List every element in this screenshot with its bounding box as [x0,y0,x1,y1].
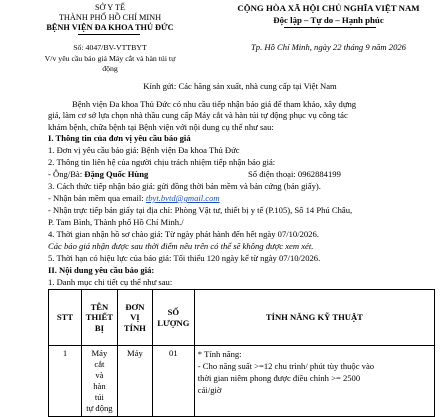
header-device-name: TÊN THIẾT BỊ [81,290,117,346]
header-stt: STT [49,290,82,346]
intro-line-3: khám bệnh, chữa bệnh tại Bệnh viện với nội dung cụ thể như sau: [48,122,274,132]
document-date: Tp. Hồ Chí Minh, ngày 22 tháng 9 năm 2026 [251,42,406,52]
ministry-name: SỞ Y TẾ [94,3,126,12]
header-unit: ĐƠN VỊ TÍNH [117,290,152,346]
row-unit: Máy [117,346,152,417]
spec-line: - Cho năng suất >=12 chu trình/ phút tùy thuộc vào [197,361,375,371]
header-left [30,3,190,33]
document-number: Số: 4047/BV-VTTBYT [73,43,147,52]
email-link[interactable]: tbyt.bvtd@gmail.com [145,193,220,203]
phone-label: Số điện thoại: [248,169,298,179]
intro-line-1: Bệnh viện Đa khoa Thủ Đức có nhu cầu tiếp nhận báo giá để tham khảo, xây dựng [72,99,357,109]
contact-prefix: - Ông/Bà: [48,169,85,179]
city-name: THÀNH PHỐ HỒ CHÍ MINH [58,13,162,22]
spec-heading: * Tính năng: [197,349,242,359]
section-1-item-4: 4. Thời gian nhận hồ sơ chào giá: Từ ngày phát hành đến hết ngày 07/10/2026. [48,229,319,239]
contact-name: Đặng Quốc Hùng [84,169,149,179]
table-row [49,346,435,417]
section-2-item-1: 1. Danh mục chi tiết cụ thể như sau: [48,277,173,287]
paper-address-line-2: P. Tam Bình, Thành phố Hồ Chí Minh./ [48,217,184,227]
intro-line-2: giá, làm cơ sở lựa chọn nhà thầu cung cấp Máy cắt và hàn túi tự động phục vụ công tác [48,110,348,120]
header-quantity: SỐ LƯỢNG [152,290,194,346]
hospital-name: BỆNH VIỆN ĐA KHOA THỦ ĐỨC [46,23,174,32]
subject-line-1: V/v yêu cầu báo giá Máy cắt và hàn túi tự [44,54,176,63]
spec-line: thời gian niêm phong được điều chỉnh >= 2500 [197,373,361,383]
section-1-item-1: 1. Đơn vị yêu cầu báo giá: Bệnh viện Đa khoa Thủ Đức [48,145,240,155]
motto-underline [284,27,376,28]
email-line [48,193,220,204]
nation-motto: Độc lập – Tự do – Hạnh phúc [273,15,384,25]
header-specification: TÍNH NĂNG KỸ THUẬT [194,290,434,346]
header-left-underline [78,34,140,35]
paper-address-line-1: - Nhận trực tiếp bản giấy tại địa chỉ: Phòng Vật tư, thiết bị y tế (P.105), Số 14 Phú Châu, [48,205,353,215]
row-specification [194,346,434,417]
section-2-title: II. Nội dung yêu cầu báo giá: [48,265,155,275]
phone-number: 0962884199 [297,169,341,179]
document-subject [20,54,200,73]
section-1-title: I. Thông tin của đơn vị yêu cầu báo giá [48,133,191,143]
section-1-item-3: 3. Cách thức tiếp nhận báo giá: gửi đồng thời bản mềm và bản cứng (bản giấy). [48,181,321,191]
late-quote-note: Các báo giá nhận được sau thời điểm nêu trên có thể sẽ không được xem xét. [48,241,314,251]
email-prefix: - Nhận bản mềm qua email: [48,193,146,203]
phone-line [248,169,341,180]
spec-line: cái/giờ [197,385,222,395]
equipment-table [48,289,435,417]
subject-line-2: động [102,63,118,73]
table-header-row [49,290,435,346]
row-stt: 1 [49,346,82,417]
nation-title: CỘNG HÒA XÃ HỘI CHỦ NGHĨA VIỆT NAM [237,3,420,13]
contact-line [48,169,148,180]
row-device-name: Máy cắt và hàn túi tự động [81,346,117,417]
section-1-item-2: 2. Thông tin liên hệ của người chịu trách nhiệm tiếp nhận báo giá: [48,157,276,167]
row-quantity: 01 [152,346,194,417]
greeting: Kính gửi: Các hãng sản xuất, nhà cung cấp tại Việt Nam [143,81,337,91]
section-1-item-5: 5. Thời hạn có hiệu lực của báo giá: Tối thiểu 120 ngày kể từ ngày 07/10/2026. [48,253,321,263]
